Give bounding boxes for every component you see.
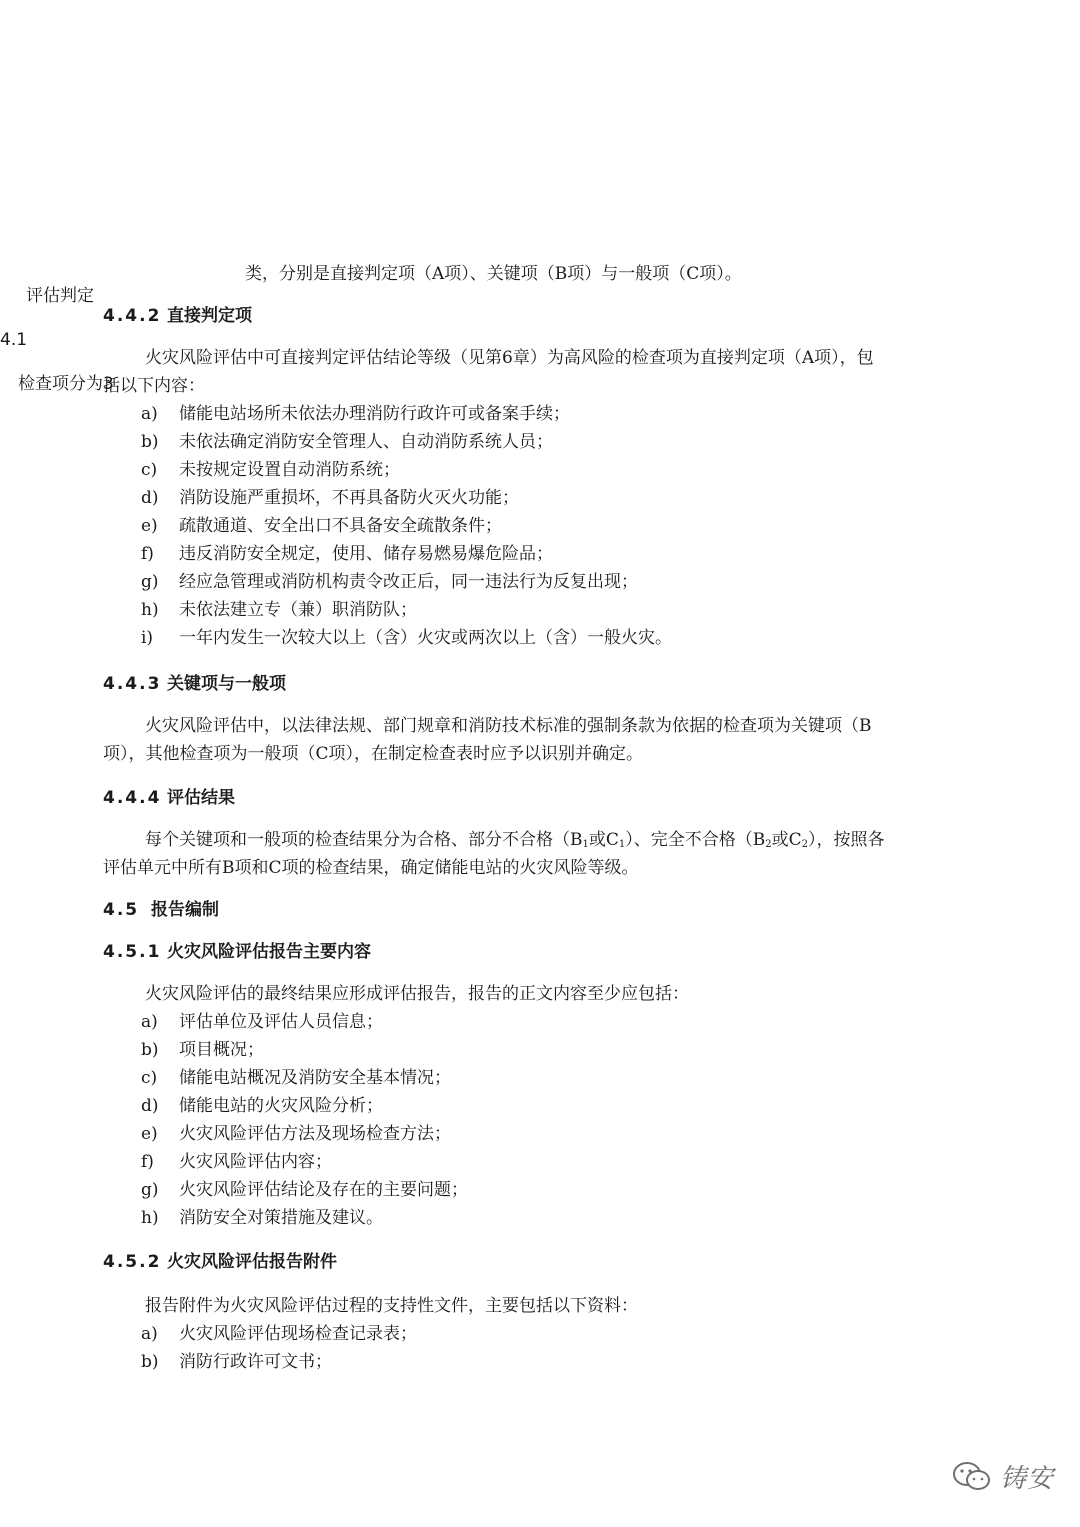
paragraph-4-5-2: 报告附件为火灾风险评估过程的支持性文件，主要包括以下资料：	[145, 1296, 638, 1316]
list-item: f) 火灾风险评估内容；	[141, 1152, 332, 1172]
list-item: a) 储能电站场所未依法办理消防行政许可或备案手续；	[141, 404, 570, 424]
list-item: e) 火灾风险评估方法及现场检查方法；	[141, 1124, 451, 1144]
list-item: i) 一年内发生一次较大以上（含）火灾或两次以上（含）一般火灾。	[141, 628, 672, 648]
paragraph-4-4-4-line1: 每个关键项和一般项的检查结果分为合格、部分不合格（$B_1$或$C_1$）、完全不合格（$B_2$或$C_2$），按照各	[145, 830, 885, 850]
wechat-icon	[952, 1460, 992, 1494]
section-number: 4.5.1	[103, 942, 162, 962]
list-item: b) 消防行政许可文书；	[141, 1352, 332, 1372]
margin-note-check-items: 检查项分为3	[18, 374, 114, 394]
section-number: 4.4.4	[103, 788, 162, 808]
list-item: b) 未依法确定消防安全管理人、自动消防系统人员；	[141, 432, 553, 452]
list-item: b) 项目概况；	[141, 1040, 264, 1060]
list-item: d) 储能电站的火灾风险分析；	[141, 1096, 383, 1116]
section-title: 直接判定项	[167, 306, 252, 326]
section-title: 报告编制	[151, 900, 219, 920]
watermark	[952, 1458, 1054, 1495]
paragraph-4-4-2-line1: 火灾风险评估中可直接判定评估结论等级（见第6章）为高风险的检查项为直接判定项（A项），包	[145, 348, 874, 368]
heading-4-5	[103, 898, 219, 922]
list-item: g) 火灾风险评估结论及存在的主要问题；	[141, 1180, 468, 1200]
list-item: e) 疏散通道、安全出口不具备安全疏散条件；	[141, 516, 502, 536]
section-title: 火灾风险评估报告主要内容	[167, 942, 371, 962]
section-number: 4.4.2	[103, 306, 162, 326]
margin-note-assess-judge: 评估判定	[26, 286, 94, 306]
heading-4-5-1	[103, 940, 371, 964]
paragraph-4-4-2-line2: 括以下内容：	[103, 376, 205, 396]
section-number: 4.5	[103, 900, 140, 920]
heading-4-4-2	[103, 304, 252, 328]
paragraph-4-4-4-line2: 评估单元中所有B项和C项的检查结果，确定储能电站的火灾风险等级。	[103, 858, 639, 878]
list-item: a) 火灾风险评估现场检查记录表；	[141, 1324, 417, 1344]
section-title: 关键项与一般项	[167, 674, 286, 694]
section-title: 评估结果	[167, 788, 235, 808]
list-item: h) 未依法建立专（兼）职消防队；	[141, 600, 417, 620]
section-number: 4.5.2	[103, 1252, 162, 1272]
list-item: d) 消防设施严重损坏，不再具备防火灭火功能；	[141, 488, 519, 508]
list-item: a) 评估单位及评估人员信息；	[141, 1012, 383, 1032]
list-item: c) 储能电站概况及消防安全基本情况；	[141, 1068, 451, 1088]
paragraph-4-4-3-line1: 火灾风险评估中，以法律法规、部门规章和消防技术标准的强制条款为依据的检查项为关键项（B	[145, 716, 872, 736]
list-item: h) 消防安全对策措施及建议。	[141, 1208, 383, 1228]
paragraph-4-4-3-line2: 项），其他检查项为一般项（C项），在制定检查表时应予以识别并确定。	[103, 744, 644, 764]
paragraph-4-5-1: 火灾风险评估的最终结果应形成评估报告，报告的正文内容至少应包括：	[145, 984, 689, 1004]
margin-note-section-number: 4.1	[0, 330, 28, 350]
intro-line: 类，分别是直接判定项（A项）、关键项（B项）与一般项（C项）。	[245, 264, 742, 284]
section-number: 4.4.3	[103, 674, 162, 694]
list-item: f) 违反消防安全规定，使用、储存易燃易爆危险品；	[141, 544, 553, 564]
section-title: 火灾风险评估报告附件	[167, 1252, 337, 1272]
heading-4-4-3	[103, 672, 286, 696]
list-item: g) 经应急管理或消防机构责令改正后，同一违法行为反复出现；	[141, 572, 638, 592]
heading-4-4-4	[103, 786, 235, 810]
list-item: c) 未按规定设置自动消防系统；	[141, 460, 400, 480]
watermark-text: 铸安	[999, 1464, 1054, 1494]
heading-4-5-2	[103, 1250, 337, 1274]
